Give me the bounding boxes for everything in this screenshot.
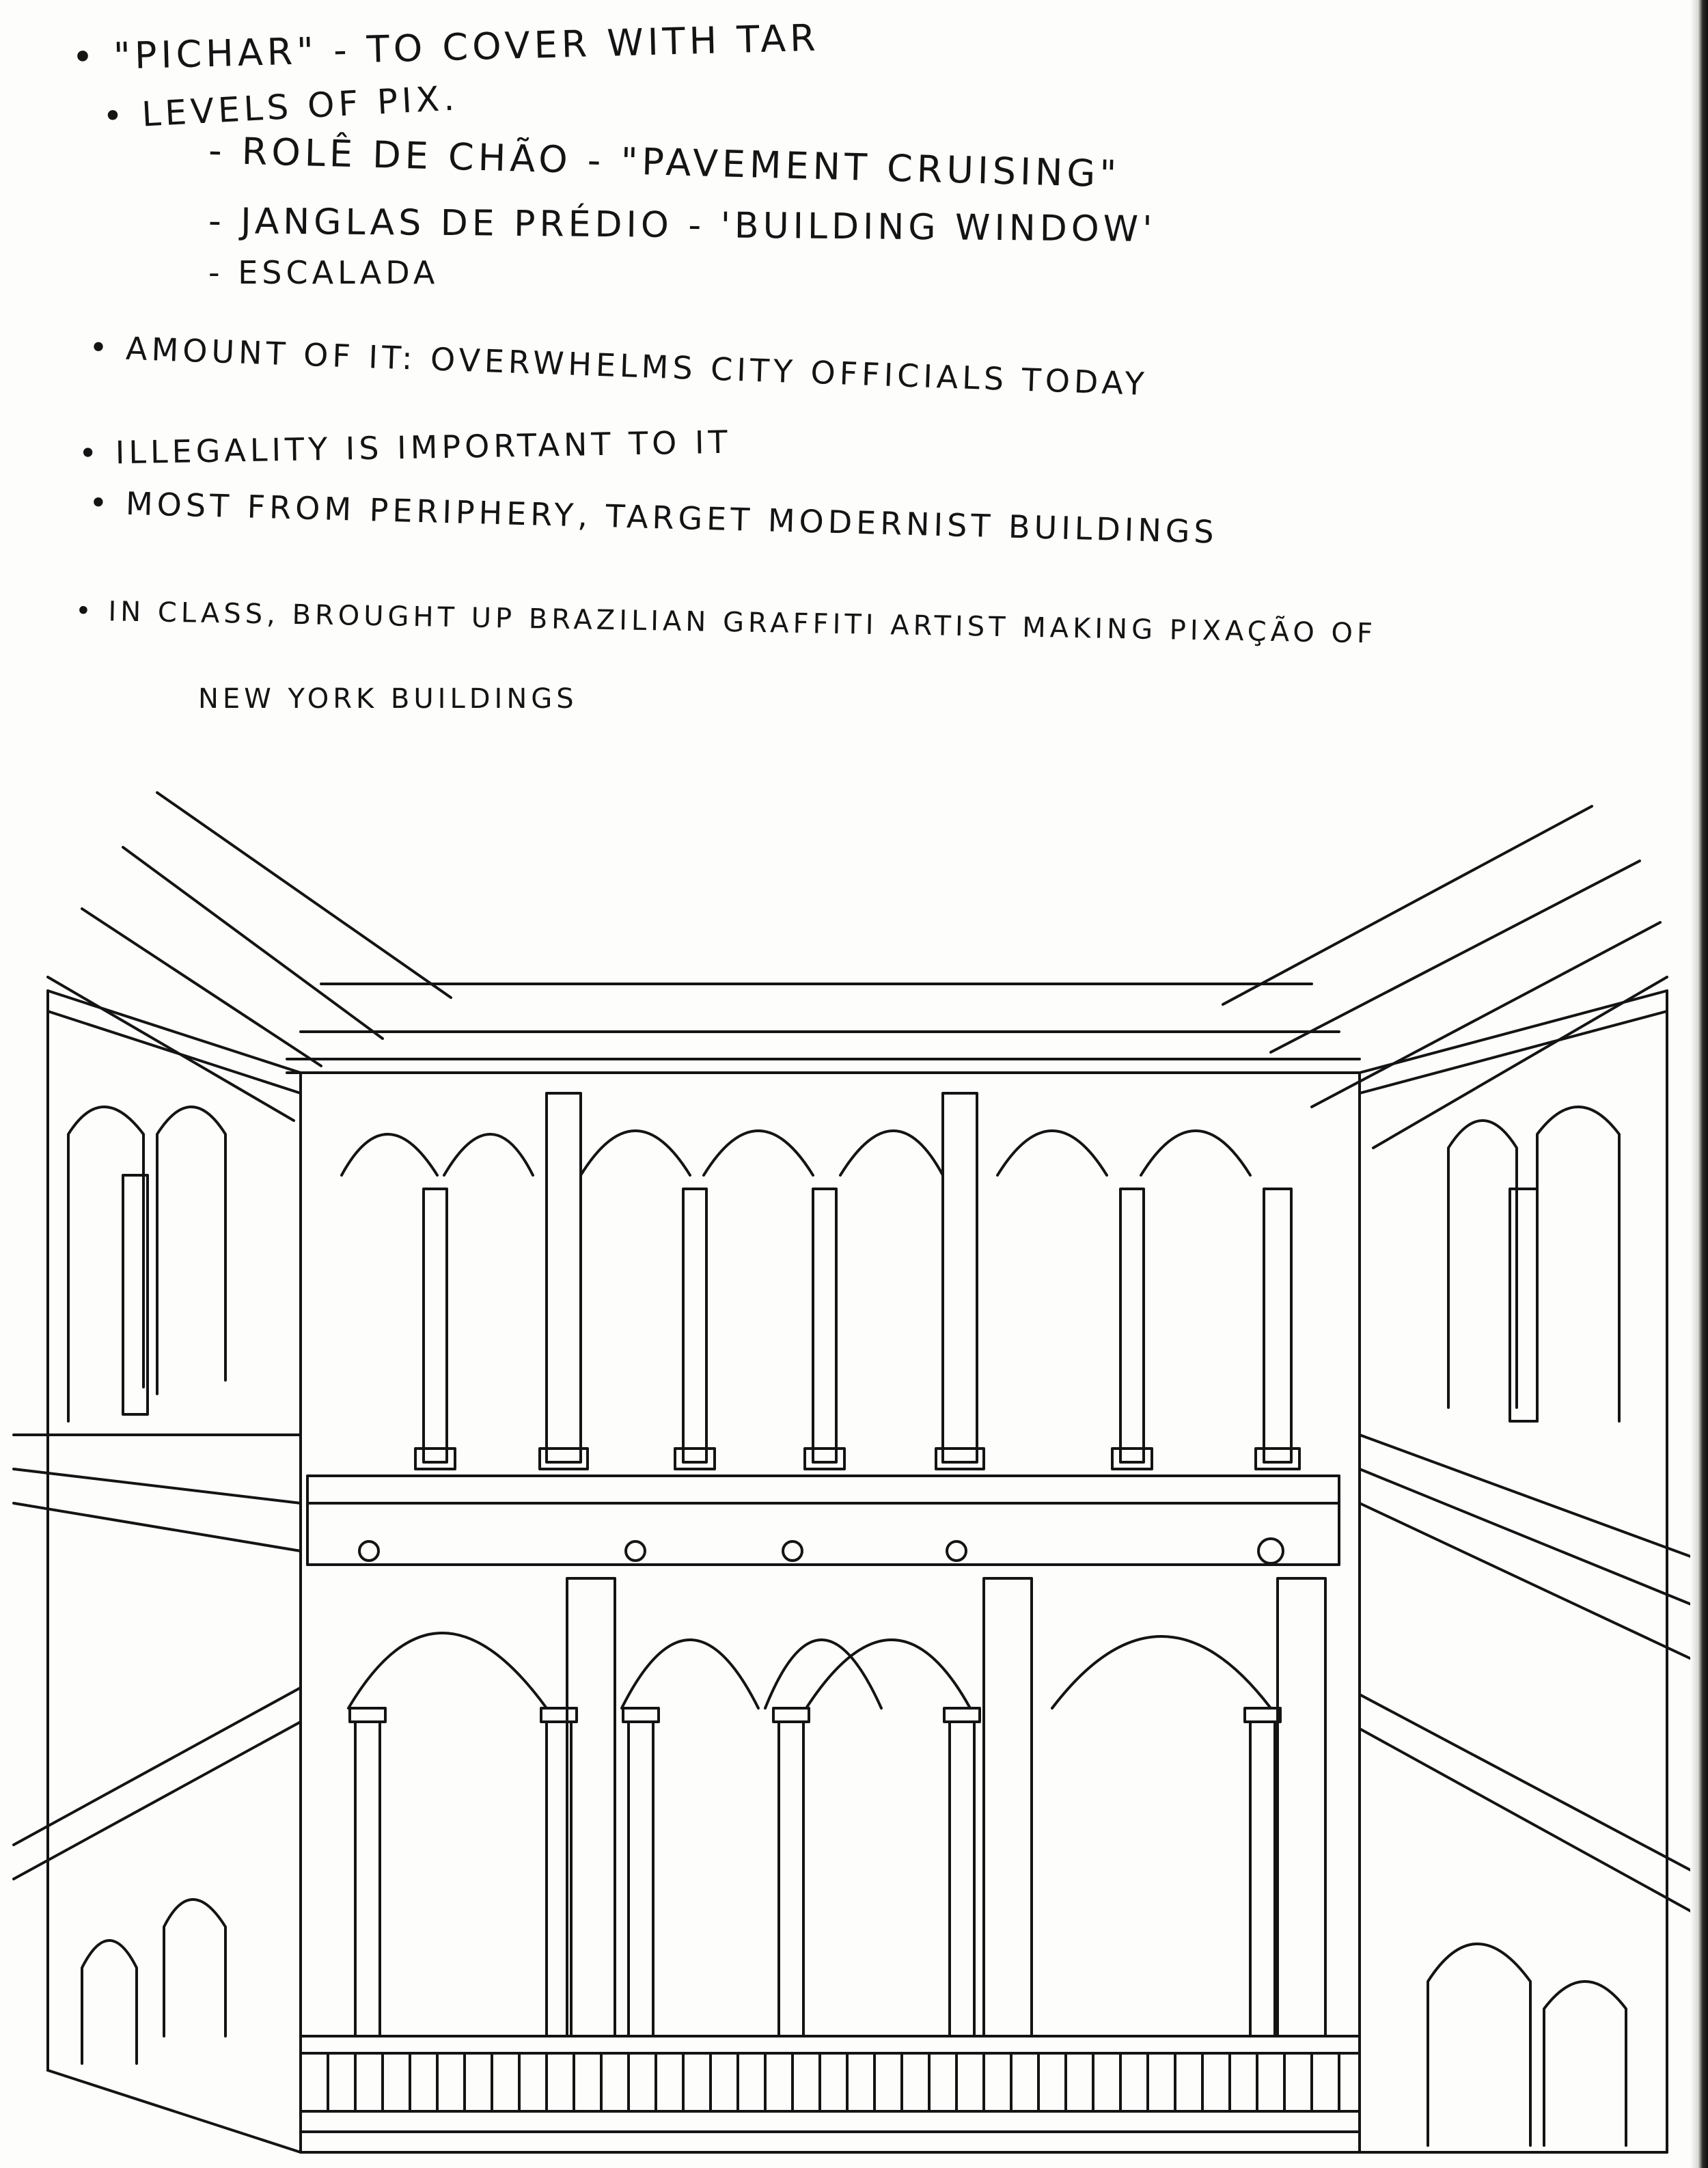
left-side-wall bbox=[14, 991, 301, 2152]
note-in-class: • IN CLASS, BROUGHT UP BRAZILIAN GRAFFITI ARTIST MAKING PIXAÇÃO OF bbox=[74, 595, 1377, 650]
note-new-york-buildings: NEW YORK BUILDINGS bbox=[198, 683, 578, 715]
back-wall-cornice bbox=[287, 984, 1360, 1073]
note-periphery: • MOST FROM PERIPHERY, TARGET MODERNIST BUILDINGS bbox=[88, 484, 1219, 551]
note-janelas-de-predio: - JANGLAS DE PRÉDIO - 'BUILDING WINDOW' bbox=[208, 200, 1157, 251]
roof-eaves bbox=[48, 793, 1667, 1148]
lower-arcade bbox=[348, 1539, 1325, 2036]
note-amount-of-it: • AMOUNT OF IT: OVERWHELMS CITY OFFICIALS TODAY bbox=[88, 328, 1149, 403]
note-levels-of-pix: • LEVELS OF PIX. bbox=[101, 78, 460, 137]
right-side-wall bbox=[1360, 991, 1694, 2152]
upper-floor-band bbox=[307, 1476, 1339, 1565]
note-pichar: • "PICHAR" - TO COVER WITH TAR bbox=[71, 16, 821, 79]
note-role-de-chao: - ROLÊ DE CHÃO - "PAVEMENT CRUISING" bbox=[208, 128, 1121, 196]
upper-arcade bbox=[342, 1093, 1299, 1469]
note-escalada: - ESCALADA bbox=[208, 254, 439, 291]
page-binding-edge bbox=[1690, 0, 1708, 2168]
note-illegality: • ILLEGALITY IS IMPORTANT TO IT bbox=[78, 423, 732, 472]
handwritten-notes bbox=[0, 0, 1681, 752]
ground-balustrade bbox=[301, 2036, 1360, 2132]
courtyard-sketch bbox=[0, 752, 1708, 2168]
